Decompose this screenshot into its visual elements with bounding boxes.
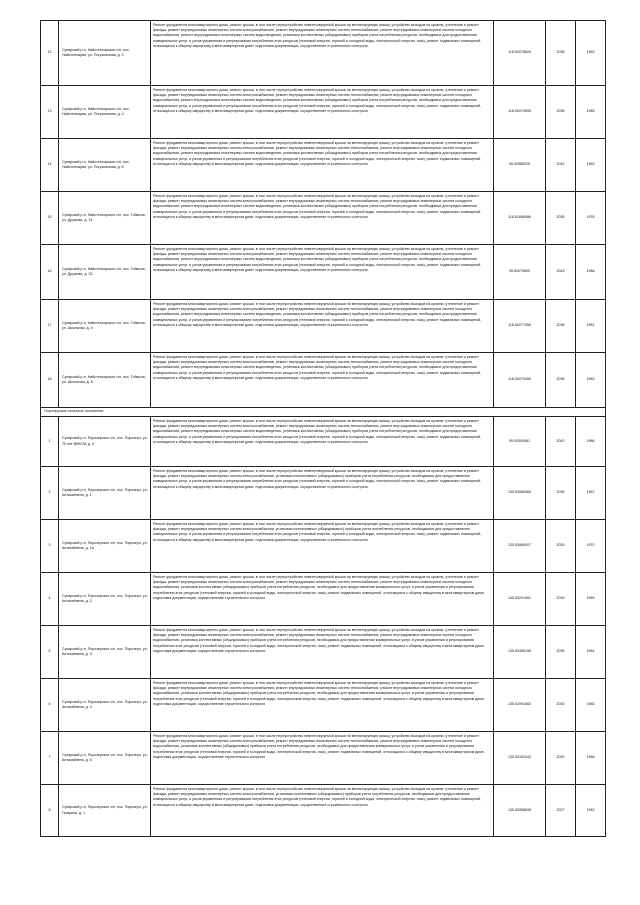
row-cost: 118.50070406 <box>494 353 546 408</box>
row-build-year: 1970 <box>576 520 606 573</box>
row-number: 5 <box>41 626 59 679</box>
row-number: 14 <box>41 139 59 192</box>
row-number: 7 <box>41 732 59 785</box>
row-address: Сухарский р-н, Порозерское с/п, пос. Порозеро, ул. Антикайнена, д. 1а <box>59 520 151 573</box>
row-cost: 135.53989007 <box>494 520 546 573</box>
row-number: 15 <box>41 192 59 245</box>
row-cost: 118.50074508 <box>494 86 546 139</box>
row-number: 16 <box>41 245 59 300</box>
row-address: Сухарский р-н, Найстенъярское с/п, пос. Найстенъярви, ул. Пограничная, д. 4 <box>59 86 151 139</box>
row-build-year: 1969 <box>576 573 606 626</box>
row-cost: 135.50958638 <box>494 785 546 837</box>
row-planned-year: 2039 <box>546 520 576 573</box>
row-address: Сухарский р-н, Найстенъярское с/п, пос. Найстенъярви, ул. Пограничная, д. 6 <box>59 139 151 192</box>
table-row <box>41 300 606 353</box>
row-planned-year: 2027 <box>546 785 576 837</box>
table-row <box>41 86 606 139</box>
row-address: Сухарский р-н, Порозерское с/п, пос. Порозеро, ул. Антикайнена, д. 4 <box>59 679 151 732</box>
row-build-year: 1964 <box>576 626 606 679</box>
row-build-year: 1983 <box>576 21 606 86</box>
row-cost: 118.50077556 <box>494 300 546 353</box>
row-works-description: Ремонт фундамента многоквартирного дома, ремонт крыши, в том числе переустройство невентилируемой крыши на вентилируемую крышу, устройство выходов на кровлю, утепление и ремонт фасада, ремонт внутридомовых инженерных систем электроснабжения, ремонт внутридомовых инженерных систем теплоснабжения, ремонт внутридомовых инженерных систем холодного водоснабжения, ремонт внутридомовых инженерных систем водоотведения, установка коллективных (общедомовых) приборов учета потребления ресурсов, необходимых для предоставления коммунальных услуг, и узлов управления и регулирования потребления этих ресурсов (тепловой энергии, горячей и холодной воды, электрической энергии, газа), ремонт подвальных помещений, относящихся к общему имуществу в многоквартирном доме, подготовка документации, осуществление строительного контроля <box>151 139 494 192</box>
row-works-description: Ремонт фундамента многоквартирного дома, ремонт крыши, в том числе переустройство невентилируемой крыши на вентилируемую крышу, устройство выходов на кровлю, утепление и ремонт фасада, ремонт внутридомовых инженерных систем электроснабжения, ремонт внутридомовых инженерных систем теплоснабжения, ремонт внутридомовых инженерных систем холодного водоснабжения, установка коллективных (общедомовых) приборов учета потребления ресурсов, необходимых для предоставления коммунальных услуг, и узлов управления и регулирования потребления этих ресурсов (тепловой энергии, горячей и холодной воды, электрической энергии, газа), ремонт подвальных помещений, относящихся к общему имуществу в многоквартирном доме, подготовка документации, осуществление строительного контроля <box>151 573 494 626</box>
row-planned-year: 2035 <box>546 626 576 679</box>
row-number: 17 <box>41 300 59 353</box>
row-planned-year: 2030 <box>546 732 576 785</box>
row-works-description: Ремонт фундамента многоквартирного дома, ремонт крыши, в том числе переустройство невентилируемой крыши на вентилируемую крышу, устройство выходов на кровлю, утепление и ремонт фасада, ремонт внутридомовых инженерных систем электроснабжения, ремонт внутридомовых инженерных систем теплоснабжения, ремонт внутридомовых инженерных систем холодного водоснабжения, ремонт внутридомовых инженерных систем водоотведения, установка коллективных (общедомовых) приборов учета потребления ресурсов, необходимых для предоставления коммунальных услуг, и узлов управления и регулирования потребления этих ресурсов (тепловой энергии, горячей и холодной воды, электрической энергии, газа), ремонт подвальных помещений, относящихся к общему имуществу в многоквартирном доме, подготовка документации, осуществление строительного контроля <box>151 86 494 139</box>
row-works-description: Ремонт фундамента многоквартирного дома, ремонт крыши, в том числе переустройство невентилируемой крыши на вентилируемую крышу, устройство выходов на кровлю, утепление и ремонт фасада, ремонт внутридомовых инженерных систем электроснабжения, установка коллективных (общедомовых) приборов учета потребления ресурсов, необходимых для предоставления коммунальных услуг, и узлов управления и регулирования потребления этих ресурсов (тепловой энергии, горячей и холодной воды, электрической энергии, газа), ремонт подвальных помещений, относящихся к общему имуществу в многоквартирном доме, подготовка документации, осуществление строительного контроля <box>151 520 494 573</box>
row-number: 2 <box>41 467 59 520</box>
row-cost: 135.53291561 <box>494 573 546 626</box>
row-build-year: 1983 <box>576 353 606 408</box>
section-title: Порозерское сельское поселение <box>41 408 606 417</box>
capital-repair-table <box>40 20 606 837</box>
row-works-description: Ремонт фундамента многоквартирного дома, ремонт крыши, в том числе переустройство невентилируемой крыши на вентилируемую крышу, устройство выходов на кровлю, утепление и ремонт фасада, ремонт внутридомовых инженерных систем электроснабжения, ремонт внутридомовых инженерных систем теплоснабжения, ремонт внутридомовых инженерных систем холодного водоснабжения, ремонт внутридомовых инженерных систем водоотведения, установка коллективных (общедомовых) приборов учета потребления ресурсов, необходимых для предоставления коммунальных услуг, и узлов управления и регулирования потребления этих ресурсов (тепловой энергии, горячей и холодной воды, электрической энергии, газа), ремонт подвальных помещений, относящихся к общему имуществу в многоквартирном доме, подготовка документации, осуществление строительного контроля <box>151 21 494 86</box>
section-header-row <box>41 408 606 417</box>
table-row <box>41 679 606 732</box>
row-planned-year: 2042 <box>546 417 576 467</box>
row-planned-year: 2036 <box>546 86 576 139</box>
row-number: 18 <box>41 353 59 408</box>
row-planned-year: 2035 <box>546 192 576 245</box>
row-planned-year: 2036 <box>546 21 576 86</box>
row-address: Сухарский р-н, Порозерское с/п, пос. Порозеро, ул. Гагарина, д. 1 <box>59 785 151 837</box>
row-works-description: Ремонт фундамента многоквартирного дома, ремонт крыши, в том числе переустройство невентилируемой крыши на вентилируемую крышу, устройство выходов на кровлю, утепление и ремонт фасада, ремонт внутридомовых инженерных систем электроснабжения, ремонт внутридомовых инженерных систем теплоснабжения, ремонт внутридомовых инженерных систем холодного водоснабжения, установка коллективных (общедомовых) приборов учета потребления ресурсов, необходимых для предоставления коммунальных услуг, и узлов управления и регулирования потребления этих ресурсов (тепловой энергии, горячей и холодной воды, электрической энергии, газа), ремонт подвальных помещений, относящихся к общему имуществу в многоквартирном доме, подготовка документации, осуществление строительного контроля <box>151 679 494 732</box>
row-build-year: 1986 <box>576 417 606 467</box>
row-planned-year: 2038 <box>546 300 576 353</box>
table-row <box>41 520 606 573</box>
row-address: Сухарский р-н, Порозерское с/п, пос. Порозеро, ул. Антикайнена, д. 1 <box>59 467 151 520</box>
table-row <box>41 417 606 467</box>
row-address: Сухарский р-н, Найстенъярское с/п, пос. Тойвола, ул. Дружная, д. 33 <box>59 245 151 300</box>
row-build-year: 1983 <box>576 139 606 192</box>
row-cost: 135.52091663 <box>494 679 546 732</box>
row-cost: 135.52162443 <box>494 732 546 785</box>
row-number: 8 <box>41 785 59 837</box>
table-row <box>41 21 606 86</box>
row-address: Сухарский р-н, Найстенъярское с/п, пос. Тойвола, ул. Школьная, д. 5 <box>59 300 151 353</box>
row-build-year: 1967 <box>576 467 606 520</box>
row-planned-year: 2039 <box>546 573 576 626</box>
row-address: Сухарский р-н, Найстенъярское с/п, пос. Тойвола, ул. Школьная, д. 8 <box>59 353 151 408</box>
row-works-description: Ремонт фундамента многоквартирного дома, ремонт крыши, в том числе переустройство невентилируемой крыши на вентилируемую крышу, устройство выходов на кровлю, утепление и ремонт фасада, ремонт внутридомовых инженерных систем электроснабжения, ремонт внутридомовых инженерных систем теплоснабжения, ремонт внутридомовых инженерных систем холодного водоснабжения, ремонт внутридомовых инженерных систем водоотведения, установка коллективных (общедомовых) приборов учета потребления ресурсов, необходимых для предоставления коммунальных услуг, и узлов управления и регулирования потребления этих ресурсов (тепловой энергии, горячей и холодной воды, электрической энергии, газа), ремонт подвальных помещений, относящихся к общему имуществу в многоквартирном доме, подготовка документации, осуществление строительного контроля <box>151 353 494 408</box>
row-cost: 95.00593981 <box>494 417 546 467</box>
row-address: Сухарский р-н, Порозерское с/п, пос. Порозеро, ул. Антикайнена, д. 5 <box>59 732 151 785</box>
table-row <box>41 192 606 245</box>
row-cost: 95.00586525 <box>494 139 546 192</box>
row-address: Сухарский р-н, Найстенъярское с/п, пос. Найстенъярви, ул. Пограничная, д. 3 <box>59 21 151 86</box>
table-row <box>41 467 606 520</box>
row-works-description: Ремонт фундамента многоквартирного дома, ремонт крыши, в том числе переустройство невентилируемой крыши на вентилируемую крышу, устройство выходов на кровлю, утепление и ремонт фасада, ремонт внутридомовых инженерных систем электроснабжения, установка коллективных (общедомовых) приборов учета потребления ресурсов, необходимых для предоставления коммунальных услуг, и узлов управления и регулирования потребления этих ресурсов (тепловой энергии, горячей и холодной воды, электрической энергии, газа), ремонт подвальных помещений, относящихся к общему имуществу в многоквартирном доме, подготовка документации, осуществление строительного контроля <box>151 467 494 520</box>
row-planned-year: 2036 <box>546 353 576 408</box>
table-row <box>41 139 606 192</box>
row-number: 12 <box>41 21 59 86</box>
row-works-description: Ремонт фундамента многоквартирного дома, ремонт крыши, в том числе переустройство невентилируемой крыши на вентилируемую крышу, устройство выходов на кровлю, утепление и ремонт фасада, ремонт внутридомовых инженерных систем электроснабжения, ремонт внутридомовых инженерных систем теплоснабжения, ремонт внутридомовых инженерных систем холодного водоснабжения, ремонт внутридомовых инженерных систем водоотведения, установка коллективных (общедомовых) приборов учета потребления ресурсов, необходимых для предоставления коммунальных услуг, и узлов управления и регулирования потребления этих ресурсов (тепловой энергии, горячей и холодной воды, электрической энергии, газа), ремонт подвальных помещений, относящихся к общему имуществу в многоквартирном доме, подготовка документации, осуществление строительного контроля <box>151 300 494 353</box>
row-build-year: 1965 <box>576 679 606 732</box>
row-cost: 95.50075895 <box>494 245 546 300</box>
row-cost: 135.53985465 <box>494 467 546 520</box>
row-works-description: Ремонт фундамента многоквартирного дома, ремонт крыши, в том числе переустройство невентилируемой крыши на вентилируемую крышу, устройство выходов на кровлю, утепление и ремонт фасада, ремонт внутридомовых инженерных систем электроснабжения, ремонт внутридомовых инженерных систем теплоснабжения, ремонт внутридомовых инженерных систем холодного водоснабжения, ремонт внутридомовых инженерных систем водоотведения, установка коллективных (общедомовых) приборов учета потребления ресурсов, необходимых для предоставления коммунальных услуг, и узлов управления и регулирования потребления этих ресурсов (тепловой энергии, горячей и холодной воды, электрической энергии, газа), ремонт подвальных помещений, относящихся к общему имуществу в многоквартирном доме, подготовка документации, осуществление строительного контроля <box>151 192 494 245</box>
row-address: Сухарский р-н, Найстенъярское с/п, пос. Тойвола, ул. Дружная, д. 24 <box>59 192 151 245</box>
row-build-year: 1981 <box>576 300 606 353</box>
row-cost: 135.53496196 <box>494 626 546 679</box>
table-row <box>41 785 606 837</box>
row-build-year: 1966 <box>576 732 606 785</box>
row-works-description: Ремонт фундамента многоквартирного дома, ремонт крыши, в том числе переустройство невентилируемой крыши на вентилируемую крышу, устройство выходов на кровлю, утепление и ремонт фасада, ремонт внутридомовых инженерных систем электроснабжения, ремонт внутридомовых инженерных систем теплоснабжения, ремонт внутридомовых инженерных систем холодного водоснабжения, ремонт внутридомовых инженерных систем водоотведения, установка коллективных (общедомовых) приборов учета потребления ресурсов, необходимых для предоставления коммунальных услуг, и узлов управления и регулирования потребления этих ресурсов (тепловой энергии, горячей и холодной воды, электрической энергии, газа), ремонт подвальных помещений, относящихся к общему имуществу в многоквартирном доме, подготовка документации, осуществление строительного контроля <box>151 245 494 300</box>
row-number: 6 <box>41 679 59 732</box>
table-row <box>41 245 606 300</box>
row-number: 1 <box>41 417 59 467</box>
row-number: 3 <box>41 520 59 573</box>
row-build-year: 1962 <box>576 785 606 837</box>
table-row <box>41 732 606 785</box>
row-planned-year: 2042 <box>546 139 576 192</box>
row-cost: 118.50078626 <box>494 21 546 86</box>
row-address: Сухарский р-н, Порозерское с/п, пос. Порозеро, ул. Антикайнена, д. 3 <box>59 626 151 679</box>
row-build-year: 1978 <box>576 192 606 245</box>
row-works-description: Ремонт фундамента многоквартирного дома, ремонт крыши, в том числе переустройство невентилируемой крыши на вентилируемую крышу, устройство выходов на кровлю, утепление и ремонт фасада, ремонт внутридомовых инженерных систем электроснабжения, ремонт внутридомовых инженерных систем теплоснабжения, ремонт внутридомовых инженерных систем холодного водоснабжения, установка коллективных (общедомовых) приборов учета потребления ресурсов, необходимых для предоставления коммунальных услуг, и узлов управления и регулирования потребления этих ресурсов (тепловой энергии, горячей и холодной воды, электрической энергии, газа), ремонт подвальных помещений, относящихся к общему имуществу в многоквартирном доме, подготовка документации, осуществление строительного контроля <box>151 626 494 679</box>
row-works-description: Ремонт фундамента многоквартирного дома, ремонт крыши, в том числе переустройство невентилируемой крыши на вентилируемую крышу, устройство выходов на кровлю, утепление и ремонт фасада, ремонт внутридомовых инженерных систем электроснабжения, установка коллективных (общедомовых) приборов учета потребления ресурсов, необходимых для предоставления коммунальных услуг, и узлов управления и регулирования потребления этих ресурсов (тепловой энергии, горячей и холодной воды, электрической энергии, газа), ремонт подвальных помещений, относящихся к общему имуществу в многоквартирном доме, подготовка документации, осуществление строительного контроля <box>151 785 494 837</box>
table-row <box>41 353 606 408</box>
row-cost: 118.51686586 <box>494 192 546 245</box>
table-row <box>41 573 606 626</box>
row-number: 13 <box>41 86 59 139</box>
row-address: Сухарский р-н, Порозерское с/п, пос. Порозеро, ул. 70 лет ВЛКСМ, д. 9 <box>59 417 151 467</box>
table-row <box>41 626 606 679</box>
row-planned-year: 2030 <box>546 679 576 732</box>
row-planned-year: 2035 <box>546 467 576 520</box>
row-build-year: 1986 <box>576 245 606 300</box>
row-works-description: Ремонт фундамента многоквартирного дома, ремонт крыши, в том числе переустройство невентилируемой крыши на вентилируемую крышу, устройство выходов на кровлю, утепление и ремонт фасада, ремонт внутридомовых инженерных систем электроснабжения, ремонт внутридомовых инженерных систем теплоснабжения, ремонт внутридомовых инженерных систем холодного водоснабжения, ремонт внутридомовых инженерных систем водоотведения, установка коллективных (общедомовых) приборов учета потребления ресурсов, необходимых для предоставления коммунальных услуг, и узлов управления и регулирования потребления этих ресурсов (тепловой энергии, горячей и холодной воды, электрической энергии, газа), ремонт подвальных помещений, относящихся к общему имуществу в многоквартирном доме, подготовка документации, осуществление строительного контроля <box>151 417 494 467</box>
row-works-description: Ремонт фундамента многоквартирного дома, ремонт крыши, в том числе переустройство невентилируемой крыши на вентилируемую крышу, устройство выходов на кровлю, утепление и ремонт фасада, ремонт внутридомовых инженерных систем электроснабжения, ремонт внутридомовых инженерных систем теплоснабжения, ремонт внутридомовых инженерных систем холодного водоснабжения, установка коллективных (общедомовых) приборов учета потребления ресурсов, необходимых для предоставления коммунальных услуг, и узлов управления и регулирования потребления этих ресурсов (тепловой энергии, горячей и холодной воды, электрической энергии, газа), ремонт подвальных помещений, относящихся к общему имуществу в многоквартирном доме, подготовка документации, осуществление строительного контроля <box>151 732 494 785</box>
row-address: Сухарский р-н, Порозерское с/п, пос. Порозеро, ул. Антикайнена, д. 2 <box>59 573 151 626</box>
row-build-year: 1985 <box>576 86 606 139</box>
row-planned-year: 2043 <box>546 245 576 300</box>
row-number: 4 <box>41 573 59 626</box>
